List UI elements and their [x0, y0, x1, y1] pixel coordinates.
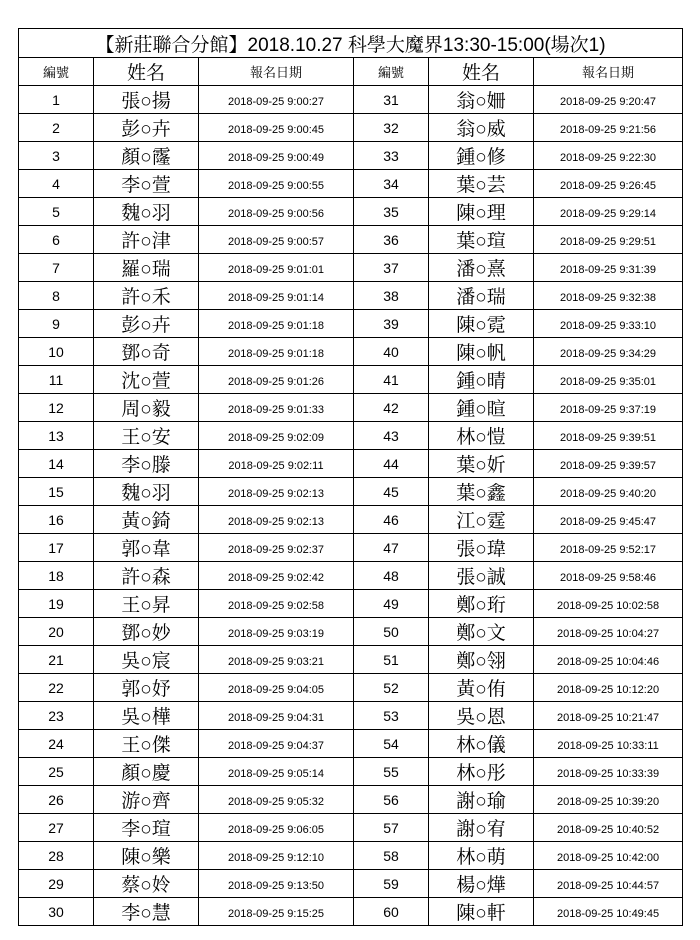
cell-date: 2018-09-25 9:35:01: [534, 366, 683, 394]
cell-date: 2018-09-25 9:33:10: [534, 310, 683, 338]
cell-number: 17: [19, 534, 94, 562]
cell-number: 7: [19, 254, 94, 282]
cell-name: 李○滕: [94, 450, 199, 478]
table-row: [19, 870, 683, 898]
cell-name: 彭○卉: [94, 114, 199, 142]
cell-number: 18: [19, 562, 94, 590]
cell-date: 2018-09-25 10:04:27: [534, 618, 683, 646]
cell-number: 11: [19, 366, 94, 394]
table-row: [19, 282, 683, 310]
header-name: 姓名: [429, 58, 534, 86]
cell-date: 2018-09-25 10:33:11: [534, 730, 683, 758]
cell-number: 39: [354, 310, 429, 338]
cell-date: 2018-09-25 9:40:20: [534, 478, 683, 506]
cell-date: 2018-09-25 9:03:19: [199, 618, 354, 646]
cell-name: 葉○芸: [429, 170, 534, 198]
cell-name: 吳○恩: [429, 702, 534, 730]
cell-date: 2018-09-25 10:49:45: [534, 898, 683, 926]
cell-date: 2018-09-25 9:02:58: [199, 590, 354, 618]
cell-number: 44: [354, 450, 429, 478]
cell-number: 29: [19, 870, 94, 898]
cell-date: 2018-09-25 9:26:45: [534, 170, 683, 198]
cell-number: 15: [19, 478, 94, 506]
table-row: [19, 170, 683, 198]
cell-date: 2018-09-25 9:03:21: [199, 646, 354, 674]
cell-name: 蔡○姈: [94, 870, 199, 898]
cell-name: 陳○軒: [429, 898, 534, 926]
cell-name: 楊○燁: [429, 870, 534, 898]
cell-number: 37: [354, 254, 429, 282]
cell-date: 2018-09-25 9:02:09: [199, 422, 354, 450]
cell-date: 2018-09-25 9:04:05: [199, 674, 354, 702]
cell-number: 26: [19, 786, 94, 814]
cell-date: 2018-09-25 9:52:17: [534, 534, 683, 562]
cell-name: 張○瑋: [429, 534, 534, 562]
cell-number: 3: [19, 142, 94, 170]
cell-number: 33: [354, 142, 429, 170]
cell-name: 葉○瑄: [429, 226, 534, 254]
table-row: [19, 702, 683, 730]
cell-number: 5: [19, 198, 94, 226]
cell-name: 李○瑄: [94, 814, 199, 842]
cell-number: 40: [354, 338, 429, 366]
cell-date: 2018-09-25 9:39:57: [534, 450, 683, 478]
cell-number: 57: [354, 814, 429, 842]
cell-date: 2018-09-25 9:15:25: [199, 898, 354, 926]
table-row: [19, 338, 683, 366]
cell-number: 13: [19, 422, 94, 450]
cell-name: 黃○錡: [94, 506, 199, 534]
cell-date: 2018-09-25 10:44:57: [534, 870, 683, 898]
cell-date: 2018-09-25 9:00:27: [199, 86, 354, 114]
cell-date: 2018-09-25 9:00:45: [199, 114, 354, 142]
cell-number: 8: [19, 282, 94, 310]
cell-date: 2018-09-25 9:00:55: [199, 170, 354, 198]
cell-number: 12: [19, 394, 94, 422]
cell-date: 2018-09-25 9:00:57: [199, 226, 354, 254]
cell-number: 49: [354, 590, 429, 618]
cell-number: 10: [19, 338, 94, 366]
cell-number: 35: [354, 198, 429, 226]
cell-date: 2018-09-25 10:40:52: [534, 814, 683, 842]
cell-number: 43: [354, 422, 429, 450]
header-name: 姓名: [94, 58, 199, 86]
table-row: [19, 814, 683, 842]
cell-name: 王○安: [94, 422, 199, 450]
table-row: [19, 114, 683, 142]
table-row: [19, 394, 683, 422]
cell-date: 2018-09-25 9:01:18: [199, 310, 354, 338]
table-row: [19, 254, 683, 282]
cell-name: 林○萌: [429, 842, 534, 870]
cell-date: 2018-09-25 9:29:14: [534, 198, 683, 226]
table-row: [19, 478, 683, 506]
table-row: [19, 562, 683, 590]
cell-number: 32: [354, 114, 429, 142]
cell-date: 2018-09-25 10:21:47: [534, 702, 683, 730]
cell-date: 2018-09-25 9:02:11: [199, 450, 354, 478]
cell-number: 45: [354, 478, 429, 506]
cell-date: 2018-09-25 10:33:39: [534, 758, 683, 786]
cell-date: 2018-09-25 9:12:10: [199, 842, 354, 870]
cell-number: 22: [19, 674, 94, 702]
cell-date: 2018-09-25 9:02:13: [199, 506, 354, 534]
cell-name: 許○森: [94, 562, 199, 590]
cell-name: 羅○瑞: [94, 254, 199, 282]
cell-date: 2018-09-25 9:05:14: [199, 758, 354, 786]
cell-date: 2018-09-25 9:04:37: [199, 730, 354, 758]
cell-date: 2018-09-25 9:39:51: [534, 422, 683, 450]
cell-name: 鄭○文: [429, 618, 534, 646]
header-date: 報名日期: [199, 58, 354, 86]
cell-number: 41: [354, 366, 429, 394]
cell-number: 14: [19, 450, 94, 478]
header-number: 編號: [354, 58, 429, 86]
table-row: [19, 898, 683, 926]
cell-number: 16: [19, 506, 94, 534]
cell-date: 2018-09-25 9:01:26: [199, 366, 354, 394]
cell-date: 2018-09-25 9:32:38: [534, 282, 683, 310]
cell-number: 30: [19, 898, 94, 926]
cell-name: 魏○羽: [94, 198, 199, 226]
cell-name: 張○揚: [94, 86, 199, 114]
header-number: 編號: [19, 58, 94, 86]
cell-date: 2018-09-25 9:34:29: [534, 338, 683, 366]
cell-date: 2018-09-25 9:06:05: [199, 814, 354, 842]
cell-name: 周○毅: [94, 394, 199, 422]
cell-number: 48: [354, 562, 429, 590]
table-row: [19, 618, 683, 646]
table-row: [19, 758, 683, 786]
cell-name: 郭○韋: [94, 534, 199, 562]
cell-date: 2018-09-25 9:02:37: [199, 534, 354, 562]
cell-name: 黃○侑: [429, 674, 534, 702]
cell-name: 顏○霳: [94, 142, 199, 170]
cell-date: 2018-09-25 9:01:18: [199, 338, 354, 366]
cell-date: 2018-09-25 9:22:30: [534, 142, 683, 170]
cell-number: 19: [19, 590, 94, 618]
cell-date: 2018-09-25 9:20:47: [534, 86, 683, 114]
cell-name: 潘○熹: [429, 254, 534, 282]
table-row: [19, 226, 683, 254]
cell-name: 翁○威: [429, 114, 534, 142]
cell-name: 吳○樺: [94, 702, 199, 730]
table-row: [19, 842, 683, 870]
cell-number: 2: [19, 114, 94, 142]
cell-name: 許○禾: [94, 282, 199, 310]
cell-date: 2018-09-25 10:02:58: [534, 590, 683, 618]
cell-date: 2018-09-25 9:01:33: [199, 394, 354, 422]
cell-date: 2018-09-25 9:00:56: [199, 198, 354, 226]
cell-date: 2018-09-25 9:01:01: [199, 254, 354, 282]
table-row: [19, 86, 683, 114]
cell-number: 58: [354, 842, 429, 870]
cell-date: 2018-09-25 10:42:00: [534, 842, 683, 870]
cell-number: 20: [19, 618, 94, 646]
table-row: [19, 646, 683, 674]
table-row: [19, 534, 683, 562]
table-row: [19, 450, 683, 478]
cell-number: 34: [354, 170, 429, 198]
cell-name: 吳○宸: [94, 646, 199, 674]
cell-name: 鄭○翎: [429, 646, 534, 674]
cell-number: 47: [354, 534, 429, 562]
cell-number: 24: [19, 730, 94, 758]
cell-name: 陳○帆: [429, 338, 534, 366]
cell-name: 林○愷: [429, 422, 534, 450]
cell-number: 38: [354, 282, 429, 310]
cell-name: 顏○慶: [94, 758, 199, 786]
cell-number: 25: [19, 758, 94, 786]
cell-name: 郭○妤: [94, 674, 199, 702]
cell-name: 謝○宥: [429, 814, 534, 842]
cell-number: 1: [19, 86, 94, 114]
cell-name: 許○津: [94, 226, 199, 254]
cell-date: 2018-09-25 9:01:14: [199, 282, 354, 310]
cell-number: 54: [354, 730, 429, 758]
cell-number: 55: [354, 758, 429, 786]
cell-name: 林○彤: [429, 758, 534, 786]
cell-name: 游○齊: [94, 786, 199, 814]
cell-number: 51: [354, 646, 429, 674]
cell-name: 鍾○修: [429, 142, 534, 170]
cell-number: 9: [19, 310, 94, 338]
cell-name: 林○儀: [429, 730, 534, 758]
cell-number: 46: [354, 506, 429, 534]
cell-number: 52: [354, 674, 429, 702]
cell-number: 4: [19, 170, 94, 198]
table-row: [19, 366, 683, 394]
header-date: 報名日期: [534, 58, 683, 86]
header-row: [19, 58, 683, 86]
cell-number: 36: [354, 226, 429, 254]
table-row: [19, 198, 683, 226]
cell-date: 2018-09-25 10:12:20: [534, 674, 683, 702]
cell-date: 2018-09-25 9:37:19: [534, 394, 683, 422]
cell-date: 2018-09-25 9:02:42: [199, 562, 354, 590]
cell-name: 李○慧: [94, 898, 199, 926]
cell-number: 50: [354, 618, 429, 646]
cell-name: 陳○理: [429, 198, 534, 226]
cell-name: 彭○卉: [94, 310, 199, 338]
cell-date: 2018-09-25 9:02:13: [199, 478, 354, 506]
table-row: [19, 730, 683, 758]
cell-number: 59: [354, 870, 429, 898]
cell-date: 2018-09-25 9:58:46: [534, 562, 683, 590]
cell-name: 王○昇: [94, 590, 199, 618]
cell-date: 2018-09-25 9:04:31: [199, 702, 354, 730]
table-row: [19, 590, 683, 618]
cell-date: 2018-09-25 9:31:39: [534, 254, 683, 282]
cell-name: 江○霆: [429, 506, 534, 534]
cell-number: 31: [354, 86, 429, 114]
cell-name: 魏○羽: [94, 478, 199, 506]
cell-number: 60: [354, 898, 429, 926]
cell-name: 張○誠: [429, 562, 534, 590]
cell-name: 鄭○珩: [429, 590, 534, 618]
cell-name: 王○傑: [94, 730, 199, 758]
cell-number: 23: [19, 702, 94, 730]
table-row: [19, 506, 683, 534]
cell-date: 2018-09-25 9:21:56: [534, 114, 683, 142]
table-row: [19, 786, 683, 814]
cell-name: 沈○萱: [94, 366, 199, 394]
cell-number: 53: [354, 702, 429, 730]
cell-name: 陳○霓: [429, 310, 534, 338]
cell-date: 2018-09-25 9:29:51: [534, 226, 683, 254]
cell-name: 鄧○妙: [94, 618, 199, 646]
cell-name: 鄧○奇: [94, 338, 199, 366]
table-row: [19, 310, 683, 338]
cell-number: 42: [354, 394, 429, 422]
cell-date: 2018-09-25 9:00:49: [199, 142, 354, 170]
cell-date: 2018-09-25 9:13:50: [199, 870, 354, 898]
cell-number: 56: [354, 786, 429, 814]
cell-name: 陳○樂: [94, 842, 199, 870]
cell-number: 6: [19, 226, 94, 254]
cell-number: 21: [19, 646, 94, 674]
cell-date: 2018-09-25 10:04:46: [534, 646, 683, 674]
cell-name: 翁○姍: [429, 86, 534, 114]
cell-number: 28: [19, 842, 94, 870]
cell-name: 葉○鑫: [429, 478, 534, 506]
cell-name: 鍾○暄: [429, 394, 534, 422]
cell-name: 鍾○晴: [429, 366, 534, 394]
cell-name: 謝○瑜: [429, 786, 534, 814]
cell-date: 2018-09-25 9:05:32: [199, 786, 354, 814]
cell-date: 2018-09-25 10:39:20: [534, 786, 683, 814]
cell-name: 李○萱: [94, 170, 199, 198]
sheet-title: 【新莊聯合分館】2018.10.27 科學大魔界13:30-15:00(場次1): [19, 29, 683, 58]
table-row: [19, 142, 683, 170]
registration-table: [18, 28, 683, 926]
cell-number: 27: [19, 814, 94, 842]
cell-date: 2018-09-25 9:45:47: [534, 506, 683, 534]
cell-name: 潘○瑞: [429, 282, 534, 310]
table-row: [19, 674, 683, 702]
table-row: [19, 422, 683, 450]
cell-name: 葉○妡: [429, 450, 534, 478]
